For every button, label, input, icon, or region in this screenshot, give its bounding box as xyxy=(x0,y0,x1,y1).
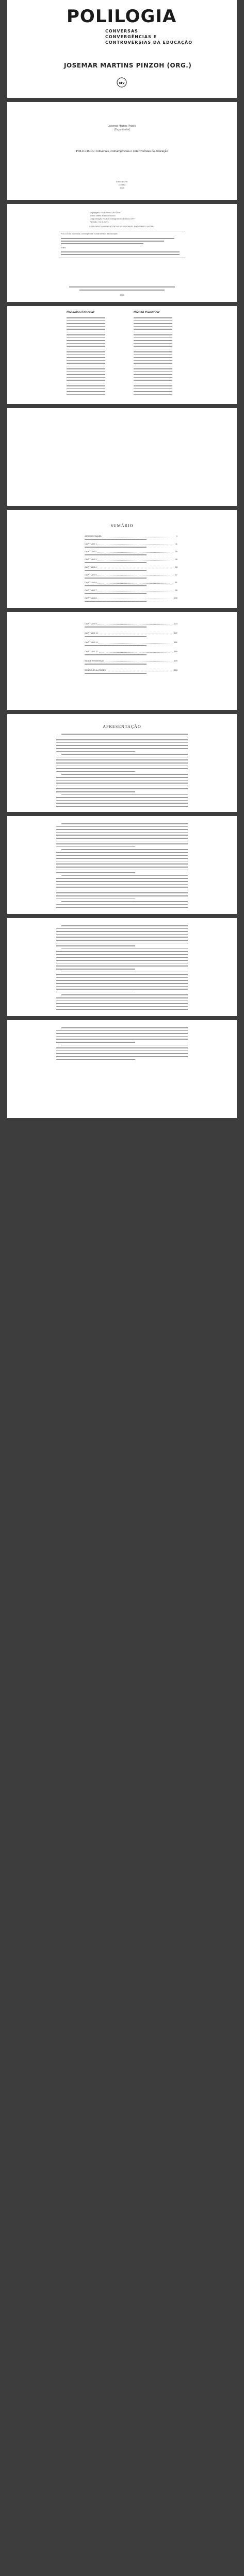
text-line xyxy=(56,983,188,984)
board-page xyxy=(7,306,237,404)
text-line xyxy=(56,881,188,882)
editor-line: Editor-chefe: Railson Moura xyxy=(90,214,116,217)
text-line xyxy=(134,388,172,389)
toc-entry-page: 151 xyxy=(174,641,177,643)
diag-line: Diagramação e Capa: Designers da Editora CRV xyxy=(90,217,135,220)
imprint-publisher: Editora CRV xyxy=(116,180,128,183)
text-line xyxy=(61,754,188,755)
text-line xyxy=(67,329,105,330)
toc-entry-subtitle xyxy=(85,539,147,540)
toc-entry-subtitle xyxy=(85,593,147,594)
text-line xyxy=(134,329,172,330)
text-line xyxy=(56,762,188,764)
text-line xyxy=(56,895,188,896)
text-line xyxy=(56,751,135,752)
half-title-role: (Organizador) xyxy=(114,128,130,131)
text-line xyxy=(56,800,188,801)
text-line xyxy=(56,861,188,862)
text-line xyxy=(56,969,135,970)
cover-subtitle-1: CONVERSAS xyxy=(105,29,138,33)
text-line xyxy=(134,343,172,344)
text-line xyxy=(56,1050,188,1052)
text-line xyxy=(67,343,105,344)
text-line xyxy=(56,843,188,844)
text-line xyxy=(134,363,172,364)
text-line xyxy=(67,394,105,395)
toc-heading: SUMÁRIO xyxy=(110,523,134,528)
text-line xyxy=(56,892,188,893)
text-line xyxy=(56,1047,188,1048)
text-line xyxy=(56,940,188,941)
text-line xyxy=(56,937,188,938)
toc-entry[interactable] xyxy=(85,659,177,663)
text-line xyxy=(56,867,188,868)
text-line xyxy=(67,340,105,341)
text-line xyxy=(61,774,188,775)
half-title-book-title xyxy=(7,149,237,153)
text-line xyxy=(56,737,188,738)
toc-entry-label: CAPÍTULO 1 xyxy=(85,543,97,545)
text-line xyxy=(56,974,188,975)
text-line xyxy=(67,320,105,321)
text-line xyxy=(56,791,135,792)
text-line xyxy=(134,368,172,369)
imprint-city: Curitiba xyxy=(118,183,126,186)
text-line xyxy=(56,963,188,964)
text-line xyxy=(67,380,105,381)
text-line xyxy=(56,838,188,839)
text-line xyxy=(56,1030,188,1031)
text-line xyxy=(61,994,188,995)
text-line xyxy=(67,337,105,338)
toc-entry-label: CAPÍTULO 11 xyxy=(85,641,98,643)
toc-leader-dots xyxy=(85,560,173,561)
text-line xyxy=(67,317,105,318)
board-left-title: Conselho Editorial: xyxy=(67,311,95,314)
text-line xyxy=(56,786,188,787)
text-line xyxy=(134,366,172,367)
text-line xyxy=(56,986,188,987)
text-line xyxy=(134,360,172,361)
text-line xyxy=(56,1033,188,1034)
body-page-3 xyxy=(7,1020,237,1118)
half-title-author: Josemar Martins Pinzoh xyxy=(108,125,136,128)
text-line xyxy=(56,878,188,879)
toc-entry-label: APRESENTAÇÃO xyxy=(85,535,102,537)
text-line xyxy=(67,360,105,361)
text-line xyxy=(134,326,172,327)
toc-entry[interactable] xyxy=(85,558,177,561)
text-line xyxy=(134,351,172,352)
text-line xyxy=(56,806,188,807)
text-line xyxy=(134,391,172,392)
text-line xyxy=(56,739,188,740)
toc-entry-subtitle xyxy=(85,585,147,586)
review-line: Revisão: Os Autores xyxy=(90,221,109,223)
text-line xyxy=(67,323,105,324)
toc-entry-subtitle xyxy=(85,673,147,674)
cover-author: JOSEMAR MARTINS PINZOH (ORG.) xyxy=(64,62,192,69)
toc-entry-page: 179 xyxy=(174,659,177,662)
text-line xyxy=(56,788,188,789)
toc-entry-subtitle xyxy=(85,578,147,579)
toc-entry-subtitle xyxy=(85,547,147,548)
text-line xyxy=(61,1027,188,1028)
toc-leader-dots xyxy=(85,552,173,553)
cip-title: POLILOGIA: conversas, convergências e controvérsias da educação xyxy=(61,233,118,235)
toc-entry-label: CAPÍTULO 3 xyxy=(85,558,97,561)
toc-entry[interactable] xyxy=(85,650,177,653)
text-line xyxy=(56,1039,188,1040)
text-line xyxy=(67,351,105,352)
text-line xyxy=(56,768,188,769)
toc-entry-label: ÍNDICE REMISSIVO xyxy=(85,659,104,662)
text-line xyxy=(56,855,188,856)
text-line xyxy=(56,777,188,778)
toc-entry-page: 11 xyxy=(175,543,177,545)
toc-entry-page: 137 xyxy=(174,632,177,634)
isbn-label: ISBN xyxy=(61,246,66,249)
text-line xyxy=(56,826,188,827)
toc-entry[interactable] xyxy=(85,597,177,600)
half-title-page xyxy=(7,102,237,200)
toc-entry[interactable] xyxy=(85,669,177,672)
text-line xyxy=(134,340,172,341)
toc-entry-page: 81 xyxy=(175,581,177,584)
body-page-1 xyxy=(7,816,237,914)
board-right-title: Comitê Científico: xyxy=(134,311,160,314)
text-line xyxy=(56,965,188,967)
text-line xyxy=(67,326,105,327)
toc-entry-label: CAPÍTULO 4 xyxy=(85,566,97,568)
toc-entry[interactable] xyxy=(85,573,177,577)
text-line xyxy=(67,354,105,355)
text-line xyxy=(56,884,188,885)
text-line xyxy=(56,951,188,952)
text-line xyxy=(61,875,188,876)
toc-entry[interactable] xyxy=(85,543,177,546)
text-line xyxy=(134,383,172,384)
text-line xyxy=(67,332,105,333)
text-line xyxy=(67,357,105,358)
toc-entry-label: SOBRE OS AUTORES xyxy=(85,669,106,671)
text-line xyxy=(56,771,135,772)
text-line xyxy=(56,832,188,833)
text-line xyxy=(56,803,188,804)
text-line xyxy=(56,1056,188,1057)
text-line xyxy=(56,852,188,853)
text-line xyxy=(67,366,105,367)
toc-entry-label: CAPÍTULO 12 xyxy=(85,650,98,653)
text-line xyxy=(56,934,188,935)
toc-entry-subtitle xyxy=(85,601,147,602)
toc-entry[interactable] xyxy=(85,589,177,592)
publisher-logo-icon xyxy=(117,77,127,90)
text-line xyxy=(56,899,135,900)
copyright-year: 2021 xyxy=(120,294,124,296)
copyright-line: Copyright © da Editora CRV Ltda. xyxy=(90,211,121,214)
text-line xyxy=(67,371,105,372)
text-line xyxy=(56,1042,135,1043)
toc-entry[interactable] xyxy=(85,581,177,584)
text-line xyxy=(56,980,188,981)
text-line xyxy=(56,977,188,978)
text-line xyxy=(134,332,172,333)
text-line xyxy=(56,1001,188,1002)
text-line xyxy=(67,374,105,375)
text-line xyxy=(67,363,105,364)
text-line xyxy=(56,829,188,830)
toc-entry-page: 53 xyxy=(175,566,177,568)
text-line xyxy=(56,1003,188,1004)
text-line xyxy=(56,931,188,932)
text-line xyxy=(134,349,172,350)
toc-entry[interactable] xyxy=(85,535,177,538)
text-line xyxy=(56,870,188,871)
text-line xyxy=(56,890,188,891)
toc-entry-page: 123 xyxy=(174,622,177,625)
text-line xyxy=(56,858,188,859)
toc-page-2 xyxy=(7,612,237,710)
text-line xyxy=(134,377,172,378)
toc-leader-dots xyxy=(85,575,173,576)
toc-entry-subtitle xyxy=(85,664,147,665)
text-line xyxy=(56,841,188,842)
text-line xyxy=(56,1059,135,1060)
text-line xyxy=(56,863,188,865)
text-line xyxy=(56,1009,188,1010)
text-line xyxy=(61,849,188,850)
body-page-2 xyxy=(7,918,237,1016)
toc-entry-subtitle xyxy=(85,626,147,628)
text-line xyxy=(56,872,135,873)
text-line xyxy=(61,925,188,926)
copyright-page xyxy=(7,204,237,302)
text-line xyxy=(56,835,188,836)
toc-entry-label: CAPÍTULO 9 xyxy=(85,622,97,625)
text-line xyxy=(134,394,172,395)
text-line xyxy=(56,992,135,993)
text-line xyxy=(134,371,172,372)
text-line xyxy=(56,759,188,760)
text-line xyxy=(61,734,188,735)
text-line xyxy=(56,757,188,758)
text-line xyxy=(134,323,172,324)
text-line xyxy=(67,388,105,389)
text-line xyxy=(56,1036,188,1037)
text-line xyxy=(56,954,188,955)
text-line xyxy=(67,368,105,369)
text-line xyxy=(61,901,188,902)
text-line xyxy=(67,334,105,335)
toc-entry-subtitle xyxy=(85,554,147,555)
text-line xyxy=(56,960,188,961)
text-line xyxy=(56,1006,188,1007)
book-title-text: POLILOGIA: conversas, convergências e controvérsias da educação xyxy=(76,149,168,153)
toc-entry-label: CAPÍTULO 7 xyxy=(85,589,97,591)
toc-entry[interactable] xyxy=(85,641,177,644)
presentation-heading: APRESENTAÇÃO xyxy=(103,724,141,729)
toc-entry[interactable] xyxy=(85,622,177,625)
cover-subtitle-2: CONVERGÊNCIAS E xyxy=(105,35,157,39)
text-line xyxy=(56,943,188,944)
cover-subtitle-3: CONTROVÉRSIAS DA EDUCAÇÃO xyxy=(105,40,193,45)
cover-title: POLILOGIA xyxy=(67,6,177,27)
text-line xyxy=(134,385,172,386)
cover-page xyxy=(7,0,237,98)
text-line xyxy=(56,780,188,781)
text-line xyxy=(67,385,105,386)
toc-leader-dots xyxy=(85,624,173,625)
text-line xyxy=(56,989,188,990)
text-line xyxy=(67,383,105,384)
text-line xyxy=(67,346,105,347)
toc-entry-subtitle xyxy=(85,654,147,655)
text-line xyxy=(67,349,105,350)
text-line xyxy=(134,374,172,375)
text-line xyxy=(67,391,105,392)
presentation-page xyxy=(7,714,237,812)
cip-heading: ESTA OBRA TAMBÉM ENCONTRA-SE DISPONÍVEL EM FORMATO DIGITAL. xyxy=(89,226,155,228)
toc-entry-page: 183 xyxy=(174,669,177,671)
toc-entry-page: 39 xyxy=(175,558,177,561)
toc-entry-subtitle xyxy=(85,562,147,563)
text-line xyxy=(61,972,188,973)
toc-entry-page: 109 xyxy=(174,597,177,599)
text-line xyxy=(134,380,172,381)
text-line xyxy=(56,748,188,749)
toc-entry-label: CAPÍTULO 6 xyxy=(85,581,97,584)
toc-entry-label: CAPÍTULO 10 xyxy=(85,632,98,634)
toc-entry-subtitle xyxy=(85,645,147,646)
text-line xyxy=(61,1045,188,1046)
blank-page xyxy=(7,408,237,506)
toc-entry-label: CAPÍTULO 5 xyxy=(85,573,97,576)
text-line xyxy=(61,948,188,950)
toc-entry-page: 95 xyxy=(175,589,177,591)
text-line xyxy=(134,357,172,358)
text-line xyxy=(56,745,188,746)
text-line xyxy=(67,377,105,378)
text-line xyxy=(56,904,188,905)
text-line xyxy=(56,945,135,946)
text-line xyxy=(56,766,188,767)
toc-entry-page: 67 xyxy=(175,573,177,576)
text-line xyxy=(134,320,172,321)
toc-entry-label: CAPÍTULO 8 xyxy=(85,597,97,599)
text-line xyxy=(56,1053,188,1054)
toc-page xyxy=(7,510,237,608)
text-line xyxy=(56,783,188,784)
toc-entry-page: 25 xyxy=(175,550,177,553)
text-line xyxy=(56,907,188,908)
toc-entry-page: 165 xyxy=(174,650,177,653)
text-line xyxy=(56,997,188,998)
text-line xyxy=(61,794,188,795)
text-line xyxy=(134,354,172,355)
toc-entry[interactable] xyxy=(85,550,177,553)
svg-text:crv: crv xyxy=(119,81,125,85)
text-line xyxy=(56,797,188,798)
toc-leader-dots xyxy=(85,583,173,584)
toc-entry-subtitle xyxy=(85,570,147,571)
imprint-year: 2021 xyxy=(120,187,124,189)
toc-entry[interactable] xyxy=(85,566,177,569)
text-line xyxy=(134,337,172,338)
toc-entry-page: 9 xyxy=(176,535,177,537)
text-line xyxy=(134,334,172,335)
text-line xyxy=(56,928,188,929)
text-line xyxy=(61,823,188,824)
toc-entry-subtitle xyxy=(85,636,147,637)
text-line xyxy=(56,957,188,958)
toc-entry[interactable] xyxy=(85,632,177,635)
toc-entry-label: CAPÍTULO 2 xyxy=(85,550,97,553)
text-line xyxy=(56,846,135,848)
text-line xyxy=(56,742,188,743)
text-line xyxy=(134,346,172,347)
text-line xyxy=(56,887,188,888)
text-line xyxy=(134,317,172,318)
